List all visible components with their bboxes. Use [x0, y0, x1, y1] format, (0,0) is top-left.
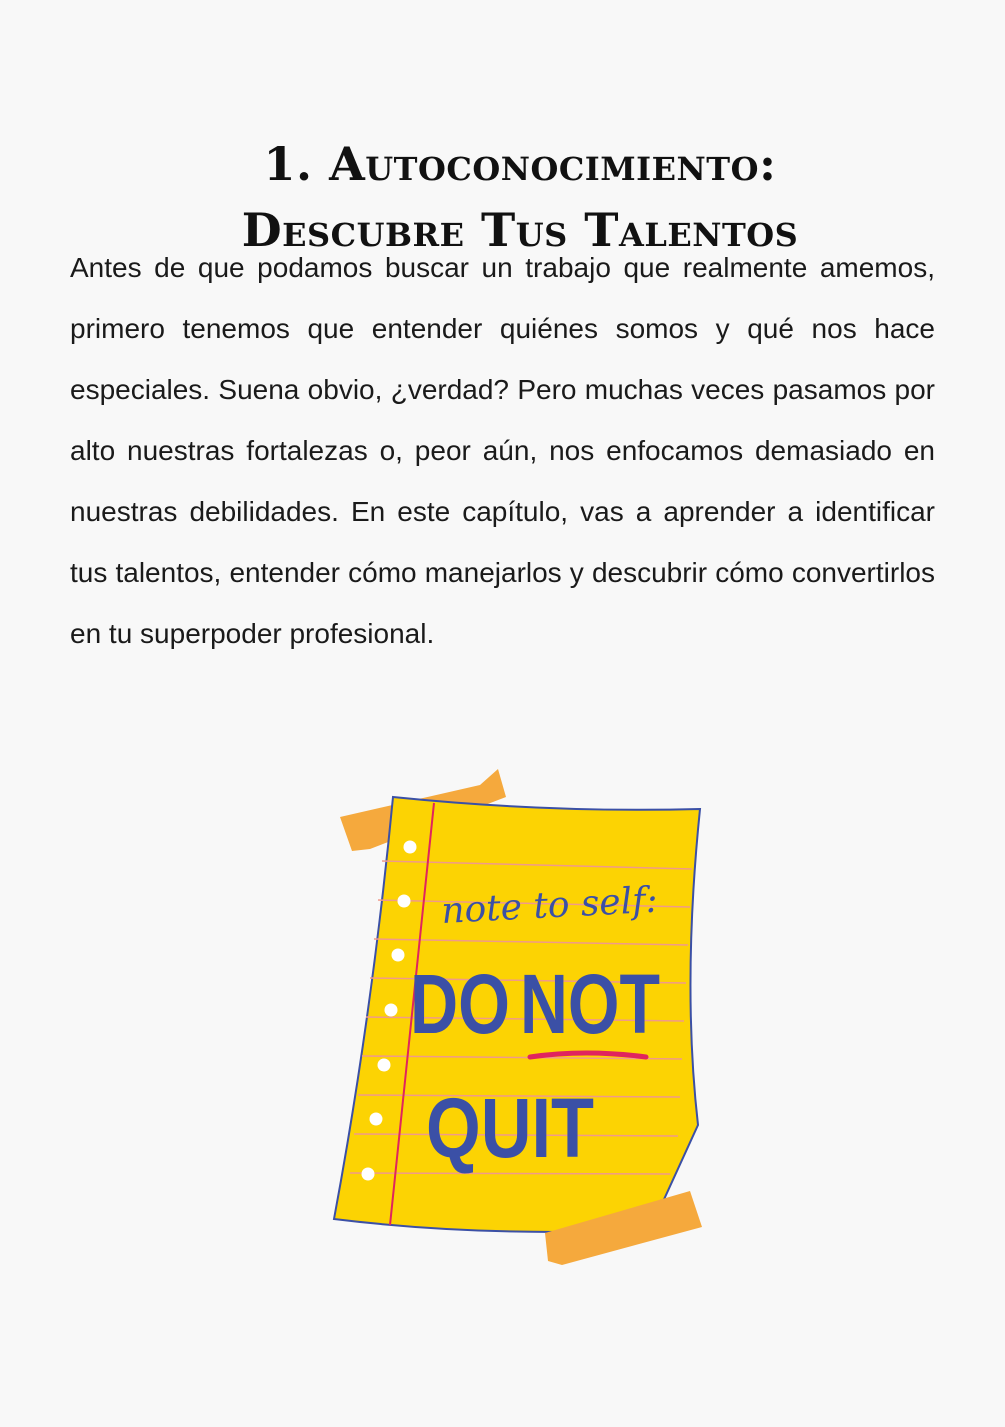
body-paragraph: Antes de que podamos buscar un trabajo que realmente amemos, primero tenemos que entender quiénes somos y qué nos hace especiales. Suena obvio, ¿verdad? Pero muchas veces pasamos por alto nuestras fortalezas o, peor aún, nos enfocamos demasiado en nuestras debilidades. En este capítulo, vas a aprender a identificar tus talentos, entender cómo manejarlos y descubrir cómo convertirlos en tu superpoder profesional.: [70, 252, 935, 649]
note-text-not: NOT: [520, 957, 660, 1051]
note-caption: note to self:: [440, 879, 659, 932]
note-text-quit: QUIT: [426, 1081, 594, 1175]
chapter-title-line-2: Descubre Tus Talentos: [241, 202, 799, 257]
chapter-title-line-1: 1. Autoconocimiento:: [263, 136, 777, 191]
note-text-do: DO: [410, 957, 510, 1051]
note-to-self-illustration: [330, 765, 720, 1275]
